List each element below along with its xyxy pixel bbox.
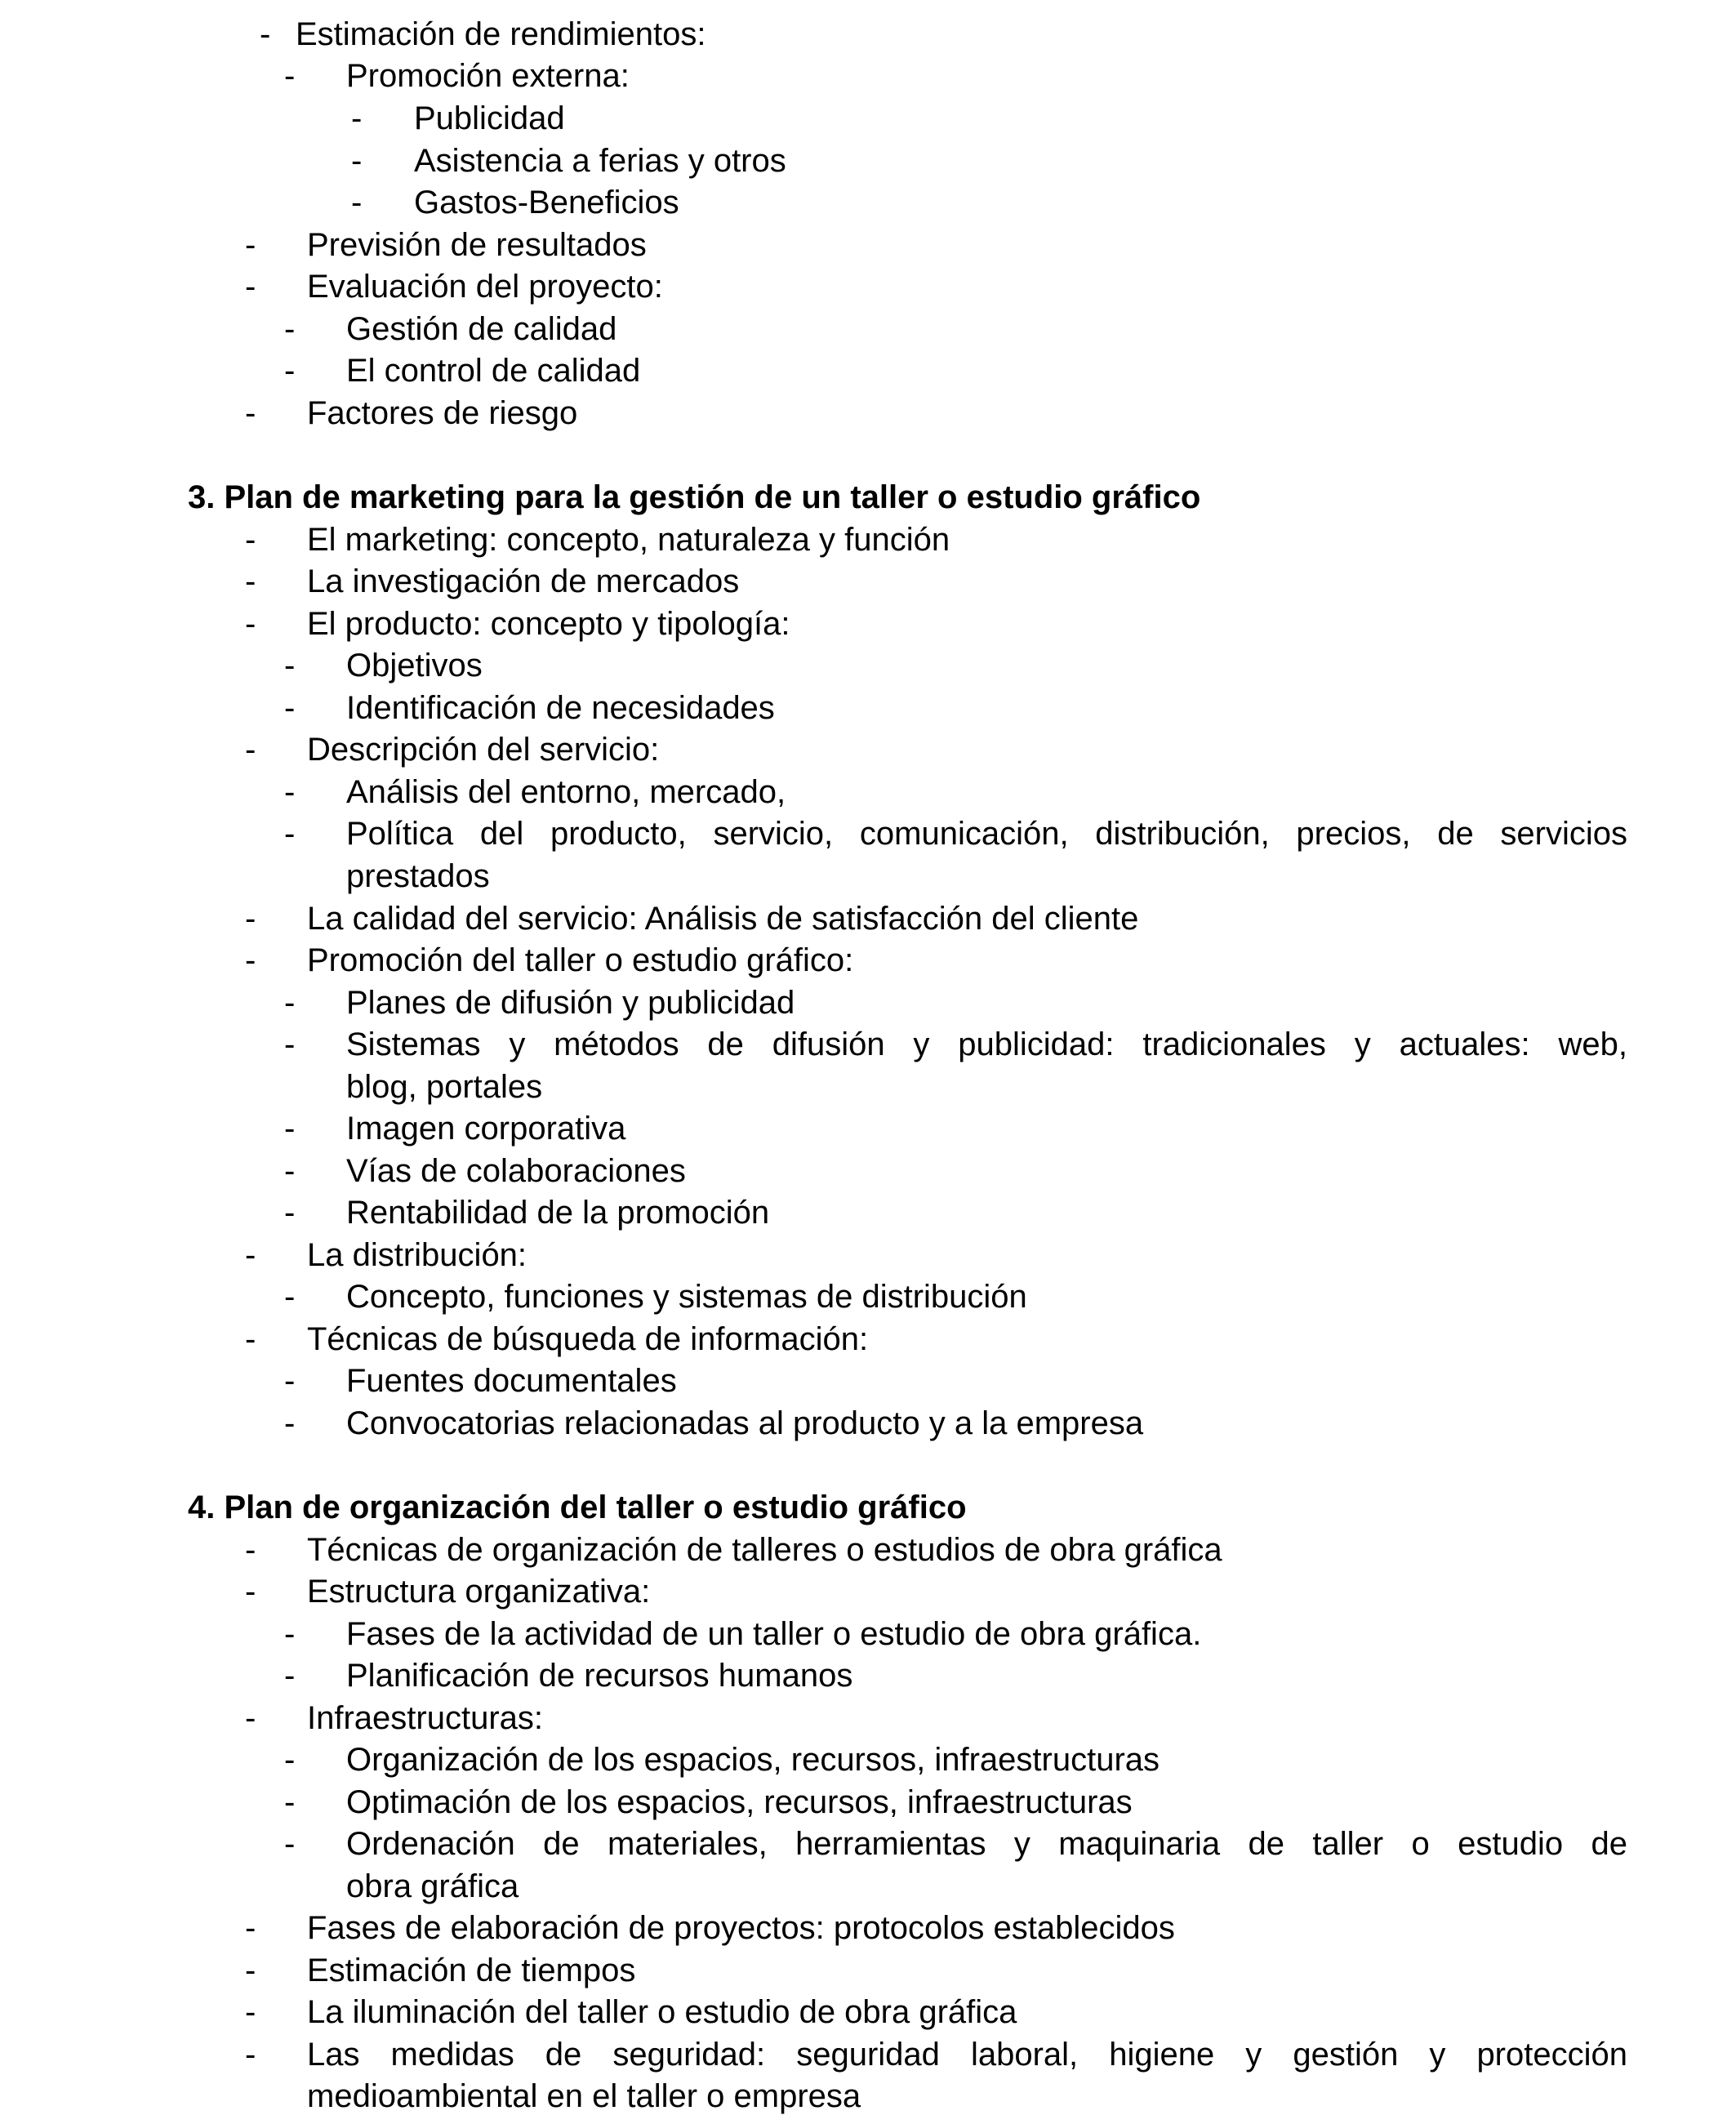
list-item-text: Convocatorias relacionadas al producto y a la empresa bbox=[346, 1405, 1144, 1441]
list-item-text: Gastos-Beneficios bbox=[414, 185, 679, 220]
bullet-dash: - bbox=[245, 1237, 256, 1273]
bullet-dash: - bbox=[284, 1742, 296, 1778]
bullet-dash: - bbox=[284, 1658, 296, 1694]
list-item-text: La distribución: bbox=[307, 1237, 527, 1273]
bullet-dash: - bbox=[284, 58, 296, 94]
list-item-text: prestados bbox=[346, 858, 490, 894]
list-item-text: Sistemas y métodos de difusión y publicidad: tradicionales y actuales: web, bbox=[346, 1026, 1627, 1062]
bullet-dash: - bbox=[284, 1784, 296, 1820]
list-item-text: Optimación de los espacios, recursos, infraestructuras bbox=[346, 1784, 1133, 1820]
list-item-text: El producto: concepto y tipología: bbox=[307, 606, 790, 642]
list-item-text: El control de calidad bbox=[346, 353, 641, 389]
list-item-text: Planes de difusión y publicidad bbox=[346, 985, 795, 1021]
list-item-text: Objetivos bbox=[346, 648, 483, 684]
list-item-text: Promoción externa: bbox=[346, 58, 630, 94]
list-item-text: Las medidas de seguridad: seguridad laboral, higiene y gestión y protección bbox=[307, 2037, 1627, 2073]
bullet-dash: - bbox=[284, 1195, 296, 1231]
list-item-text: obra gráfica bbox=[346, 1868, 519, 1904]
bullet-dash: - bbox=[284, 1405, 296, 1441]
list-item-text: El marketing: concepto, naturaleza y función bbox=[307, 522, 950, 558]
bullet-dash: - bbox=[245, 522, 256, 558]
bullet-dash: - bbox=[284, 1363, 296, 1399]
list-item-text: Estimación de tiempos bbox=[307, 1953, 636, 1988]
bullet-dash: - bbox=[284, 1616, 296, 1652]
section-heading: 4. Plan de organización del taller o estudio gráfico bbox=[188, 1489, 967, 1525]
bullet-dash: - bbox=[351, 143, 363, 179]
list-item-text: medioambiental en el taller o empresa bbox=[307, 2078, 861, 2114]
list-item-text: Análisis del entorno, mercado, bbox=[346, 774, 786, 810]
bullet-dash: - bbox=[245, 227, 256, 263]
list-item-text: Imagen corporativa bbox=[346, 1111, 626, 1147]
bullet-dash: - bbox=[351, 100, 363, 136]
list-item-text: Vías de colaboraciones bbox=[346, 1153, 686, 1189]
list-item-text: Descripción del servicio: bbox=[307, 732, 660, 768]
list-item-text: Publicidad bbox=[414, 100, 565, 136]
bullet-dash: - bbox=[284, 1279, 296, 1315]
bullet-dash: - bbox=[245, 395, 256, 431]
bullet-dash: - bbox=[245, 1321, 256, 1357]
list-item-text: Infraestructuras: bbox=[307, 1700, 544, 1736]
list-item-text: Organización de los espacios, recursos, infraestructuras bbox=[346, 1742, 1160, 1778]
bullet-dash: - bbox=[245, 1910, 256, 1946]
list-item-text: Promoción del taller o estudio gráfico: bbox=[307, 942, 854, 978]
bullet-dash: - bbox=[284, 1826, 296, 1862]
list-item-text: Fases de elaboración de proyectos: protocolos establecidos bbox=[307, 1910, 1175, 1946]
list-item-text: Fases de la actividad de un taller o estudio de obra gráfica. bbox=[346, 1616, 1202, 1652]
list-item-text: Concepto, funciones y sistemas de distribución bbox=[346, 1279, 1027, 1315]
list-item-text: La calidad del servicio: Análisis de satisfacción del cliente bbox=[307, 901, 1139, 937]
bullet-dash: - bbox=[245, 732, 256, 768]
list-item-text: Técnicas de organización de talleres o estudios de obra gráfica bbox=[307, 1532, 1222, 1568]
bullet-dash: - bbox=[245, 901, 256, 937]
list-item-text: Ordenación de materiales, herramientas y maquinaria de taller o estudio de bbox=[346, 1826, 1627, 1862]
bullet-dash: - bbox=[284, 1111, 296, 1147]
list-item-text: Fuentes documentales bbox=[346, 1363, 677, 1399]
bullet-dash: - bbox=[245, 1700, 256, 1736]
section-heading: 3. Plan de marketing para la gestión de un taller o estudio gráfico bbox=[188, 479, 1201, 515]
bullet-dash: - bbox=[284, 311, 296, 347]
bullet-dash: - bbox=[245, 563, 256, 599]
bullet-dash: - bbox=[245, 1994, 256, 2030]
bullet-dash: - bbox=[245, 1953, 256, 1988]
bullet-dash: - bbox=[284, 774, 296, 810]
bullet-dash: - bbox=[245, 606, 256, 642]
bullet-dash: - bbox=[284, 353, 296, 389]
list-item-text: La iluminación del taller o estudio de obra gráfica bbox=[307, 1994, 1017, 2030]
list-item-text: Rentabilidad de la promoción bbox=[346, 1195, 770, 1231]
bullet-dash: - bbox=[245, 2037, 256, 2073]
bullet-dash: - bbox=[284, 1153, 296, 1189]
list-item-text: Planificación de recursos humanos bbox=[346, 1658, 853, 1694]
bullet-dash: - bbox=[351, 185, 363, 220]
list-item-text: Evaluación del proyecto: bbox=[307, 269, 663, 305]
list-item-text: Asistencia a ferias y otros bbox=[414, 143, 786, 179]
bullet-dash: - bbox=[284, 1026, 296, 1062]
list-item-text: Identificación de necesidades bbox=[346, 690, 775, 726]
list-item-text: Gestión de calidad bbox=[346, 311, 617, 347]
list-item-text: Técnicas de búsqueda de información: bbox=[307, 1321, 869, 1357]
list-item-text: Estructura organizativa: bbox=[307, 1574, 651, 1610]
bullet-dash: - bbox=[284, 648, 296, 684]
bullet-dash: - bbox=[284, 690, 296, 726]
bullet-dash: - bbox=[245, 942, 256, 978]
bullet-dash: - bbox=[284, 816, 296, 852]
bullet-dash: - bbox=[284, 985, 296, 1021]
list-item-text: blog, portales bbox=[346, 1069, 543, 1105]
bullet-dash: - bbox=[245, 269, 256, 305]
list-item-text: Política del producto, servicio, comunicación, distribución, precios, de servicios bbox=[346, 816, 1627, 852]
list-item-text: Previsión de resultados bbox=[307, 227, 647, 263]
bullet-dash: - bbox=[245, 1574, 256, 1610]
list-item-text: Factores de riesgo bbox=[307, 395, 578, 431]
bullet-dash: - bbox=[260, 16, 271, 52]
list-item-text: Estimación de rendimientos: bbox=[296, 16, 706, 52]
list-item-text: La investigación de mercados bbox=[307, 563, 740, 599]
bullet-dash: - bbox=[245, 1532, 256, 1568]
